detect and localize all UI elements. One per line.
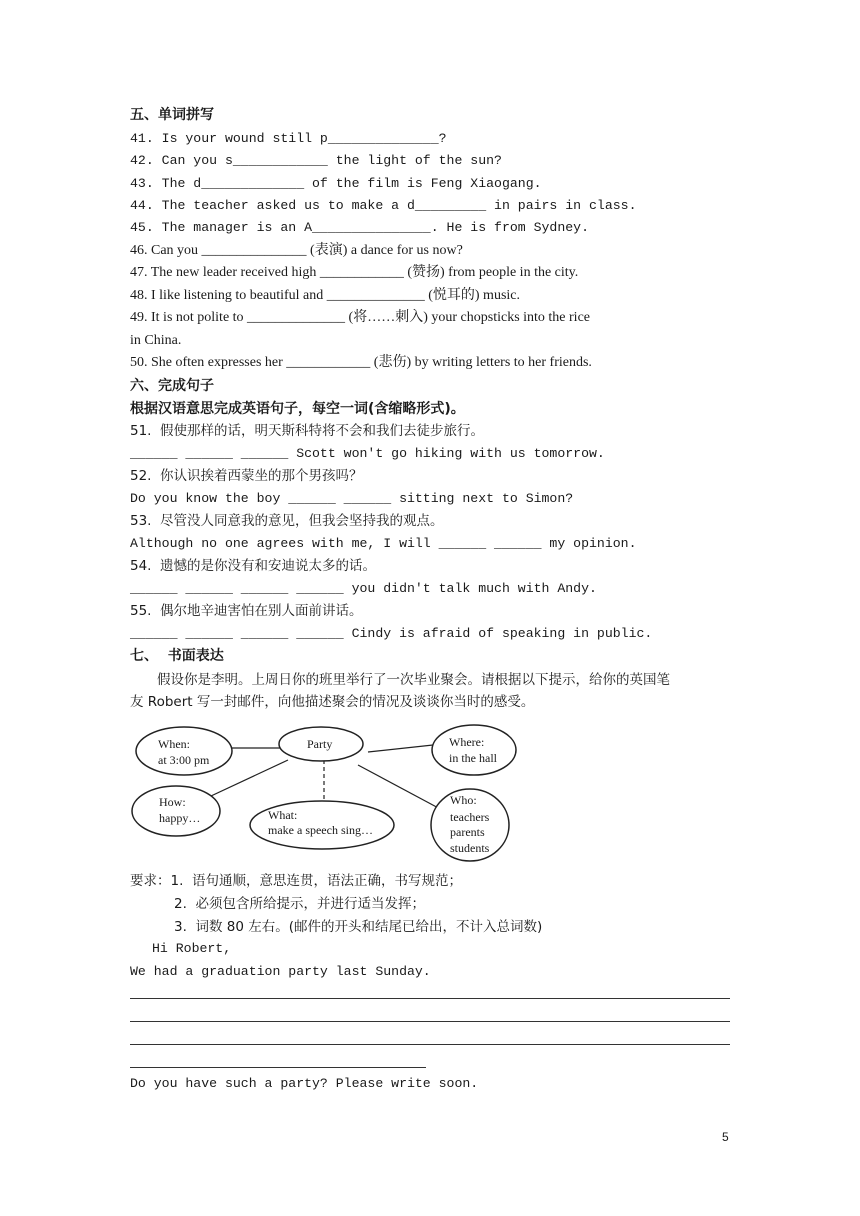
email-greeting: Hi Robert, [152,941,232,956]
writing-prompt-line1: 假设你是李明。上周日你的班里举行了一次毕业聚会。请根据以下提示，给你的英国笔 [157,672,670,688]
party-label: Party [307,737,333,751]
section6-heading: 六、完成句子 [130,378,214,394]
question-45: 45. The manager is an A_______________. He is from Sydney. [130,220,589,235]
question-54-chinese: 54. 遗憾的是你没有和安迪说太多的话。 [130,558,377,574]
question-49: 49. It is not polite to ______________ (将……刺入) your chopsticks into the rice [130,310,591,325]
page-number: 5 [722,1130,729,1144]
who-value-students: students [450,841,490,855]
question-43: 43. The d_____________ of the film is Feng Xiaogang. [130,176,542,191]
question-55-english: ______ ______ ______ ______ Cindy is afraid of speaking in public. [130,626,653,641]
who-label: Who: [450,793,477,807]
question-49-continued: in China. [130,333,182,348]
who-value-parents: parents [450,825,485,839]
node-where [432,725,516,775]
question-42: 42. Can you s____________ the light of the sun? [130,153,502,168]
section5-heading: 五、单词拼写 [130,107,214,123]
question-48: 48. I like listening to beautiful and ______________ (悦耳的) music. [130,288,521,303]
connector-who [358,765,444,811]
party-mind-map [128,715,528,865]
answer-line-3[interactable] [130,1044,730,1045]
how-label: How: [159,795,186,809]
requirement-1: 要求：1. 语句通顺，意思连贯，语法正确，书写规范； [130,873,462,889]
requirement-3: 3. 词数 80 左右。(邮件的开头和结尾已给出，不计入总词数) [174,919,543,935]
question-53-english: Although no one agrees with me, I will ______ ______ my opinion. [130,536,637,551]
question-51-english: ______ ______ ______ Scott won't go hiking with us tomorrow. [130,446,605,461]
question-46: 46. Can you _______________ (表演) a dance for us now? [130,243,463,258]
question-41: 41. Is your wound still p______________? [130,131,447,146]
requirement-2: 2. 必须包含所给提示，并进行适当发挥； [174,896,425,912]
section7-heading: 七、 书面表达 [130,648,224,664]
question-53-chinese: 53. 尽管没人同意我的意见，但我会坚持我的观点。 [130,513,444,529]
where-label: Where: [449,735,485,749]
node-when [136,727,232,775]
who-value-teachers: teachers [450,810,490,824]
question-52-english: Do you know the boy ______ ______ sitting next to Simon? [130,491,574,506]
question-51-chinese: 51. 假使那样的话，明天斯科特将不会和我们去徒步旅行。 [130,423,485,439]
where-value: in the hall [449,751,497,765]
answer-line-1[interactable] [130,998,730,999]
question-44: 44. The teacher asked us to make a d_________ in pairs in class. [130,198,637,213]
connector-where [368,745,433,752]
when-label: When: [158,737,190,751]
section6-instruction: 根据汉语意思完成英语句子，每空一词(含缩略形式)。 [130,401,465,417]
how-value: happy… [159,811,201,825]
question-55-chinese: 55. 偶尔地辛迪害怕在别人面前讲话。 [130,603,363,619]
what-label: What: [268,808,298,822]
question-54-english: ______ ______ ______ ______ you didn't talk much with Andy. [130,581,597,596]
writing-prompt-line2: 友 Robert 写一封邮件，向他描述聚会的情况及谈谈你当时的感受。 [130,694,535,710]
question-47: 47. The new leader received high ____________ (赞扬) from people in the city. [130,265,579,280]
email-opening: We had a graduation party last Sunday. [130,964,431,979]
answer-line-2[interactable] [130,1021,730,1022]
what-value: make a speech sing… [268,823,373,837]
question-50: 50. She often expresses her ____________ (悲伤) by writing letters to her friends. [130,355,592,370]
email-closing: Do you have such a party? Please write soon. [130,1076,479,1091]
question-52-chinese: 52. 你认识挨着西蒙坐的那个男孩吗？ [130,468,363,484]
when-value: at 3:00 pm [158,753,210,767]
answer-line-4[interactable] [130,1067,426,1068]
